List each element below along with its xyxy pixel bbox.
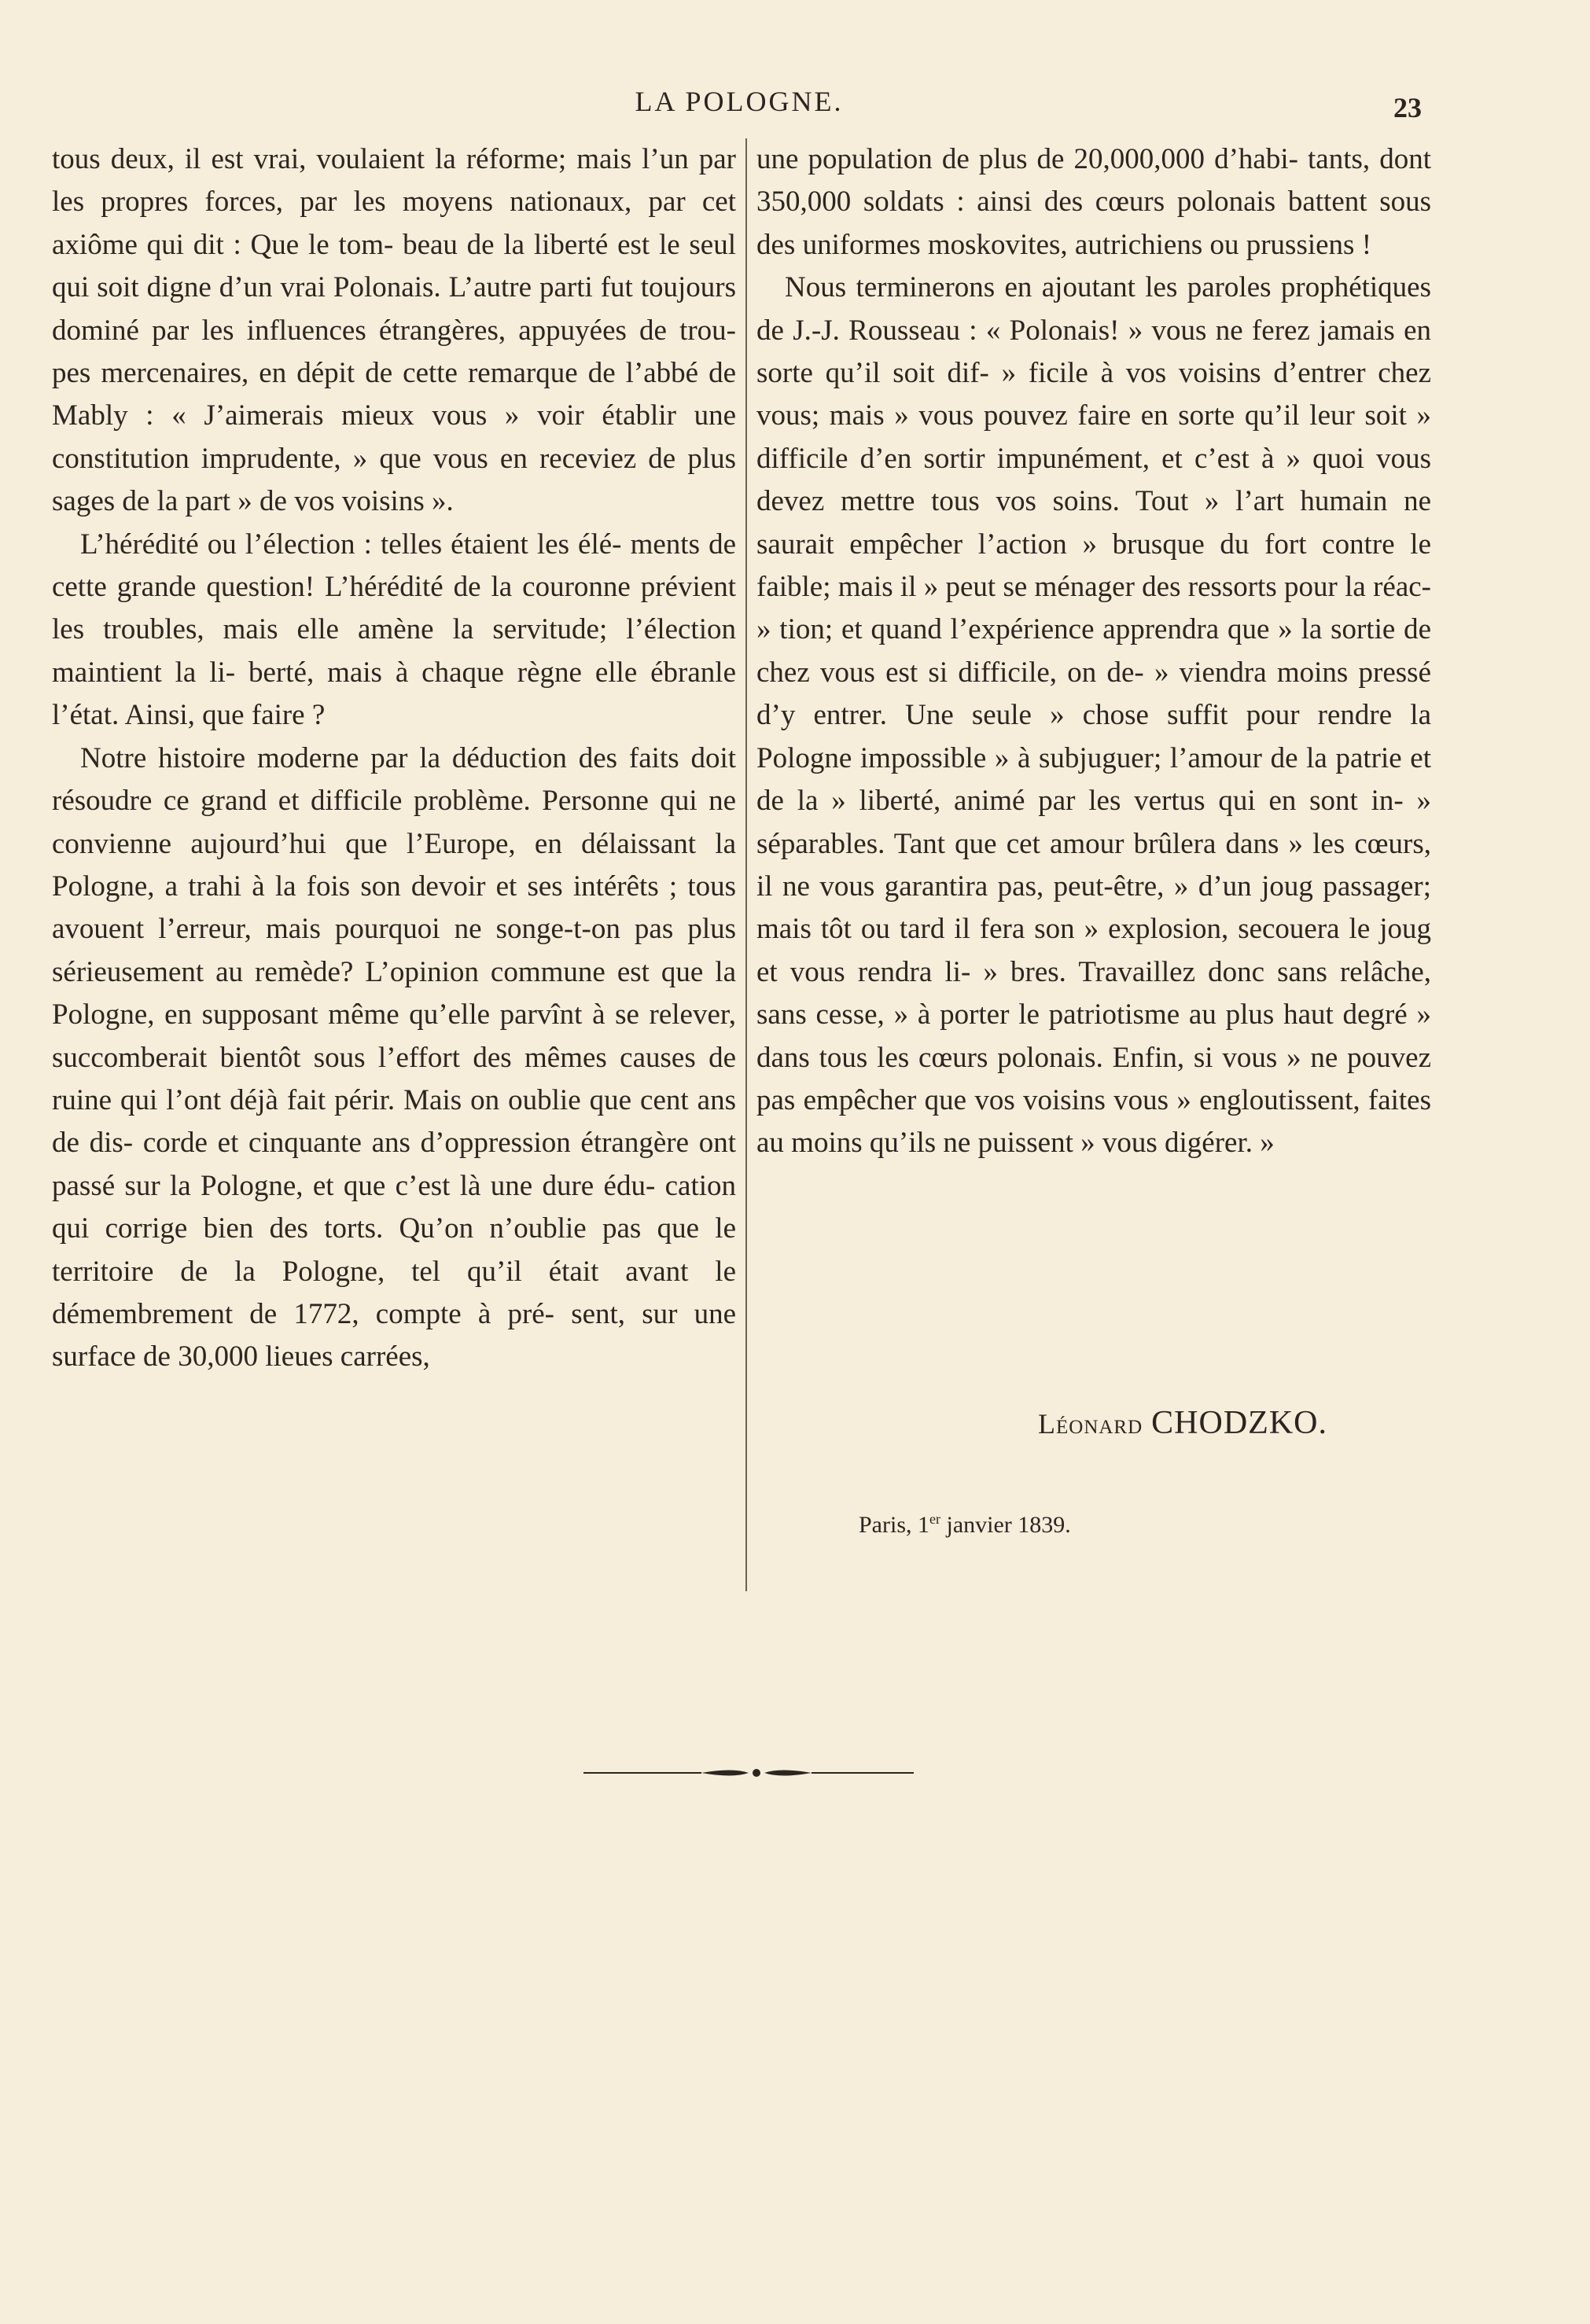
- text-line: nationaux, par cet axiôme qui dit : Que le tom-: [52, 186, 736, 261]
- left-column: [52, 138, 736, 1379]
- text-line: » l’art humain ne saurait empêcher l’action: [756, 485, 1432, 561]
- text-line: » à subjuguer; l’amour de la patrie et de la: [756, 741, 1432, 818]
- text-line: ments de cette grande question! L’hérédité de: [52, 528, 736, 604]
- text-line: » quoi vous devez mettre tous vos soins. Tout: [756, 442, 1432, 518]
- text-line: l’erreur, mais pourquoi ne songe-t-on pas plus: [158, 913, 736, 946]
- column-divider: [745, 138, 747, 1591]
- text-line: » viendra moins pressé d’y entrer. Une seule: [756, 656, 1431, 732]
- text-line: » que vous en receviez de plus sages de la part: [52, 442, 737, 518]
- text-line: » engloutissent, faites au moins qu’ils ne puissent: [756, 1083, 1432, 1160]
- text-line: faits doit résoudre ce grand et difficile problème.: [52, 741, 737, 818]
- text-line: parvînt à se relever, succomberait bientôt sous: [52, 998, 736, 1074]
- text-line: Ainsi, que faire ?: [124, 699, 326, 732]
- text-line: tous deux, il est vrai, voulaient la réforme;: [52, 143, 567, 175]
- text-line: berté, mais à chaque règne elle ébranle l’état.: [52, 656, 737, 732]
- left-paragraph-1: [52, 138, 736, 524]
- text-line: l’effort des mêmes causes de ruine qui l’ont déjà: [52, 1041, 736, 1116]
- text-line: sent, sur une surface de 30,000 lieues carrées,: [52, 1297, 737, 1373]
- text-line: » vous digérer. »: [1080, 1127, 1275, 1160]
- text-line: cation qui corrige bien des torts. Qu’on n’oublie: [52, 1169, 736, 1245]
- text-line: Nous terminerons en ajoutant les paroles: [785, 271, 1272, 304]
- text-line: fait périr. Mais on oublie que cent ans de dis-: [52, 1083, 736, 1160]
- text-line: vrai Polonais. L’autre parti fut toujours dominé: [52, 271, 737, 347]
- text-line: avant le démembrement de 1772, compte à pré-: [52, 1255, 737, 1330]
- text-line: » les cœurs, il ne vous garantira pas, peut-être,: [756, 827, 1432, 903]
- text-line: » bres. Travaillez donc sans relâche, sans cesse,: [756, 955, 1431, 1031]
- dateline-superscript: er: [929, 1511, 940, 1527]
- text-line: amène la servitude; l’élection maintient la li-: [52, 613, 736, 689]
- text-line: » difficile d’en sortir impunément, et c’est à: [756, 399, 1432, 475]
- author-first-name: Léonard: [1038, 1408, 1143, 1440]
- dateline-suffix: janvier 1839.: [940, 1512, 1071, 1538]
- text-line: tants, dont 350,000 soldats : ainsi des cœurs: [756, 143, 1432, 219]
- dateline: [859, 1511, 1331, 1539]
- text-line: » chose suffit pour rendre la Pologne impossible: [756, 699, 1432, 774]
- text-line: est que la Pologne, en supposant même qu’elle: [52, 955, 737, 1031]
- left-paragraph-2: [52, 524, 736, 737]
- text-line: » de vos voisins ».: [237, 485, 454, 518]
- text-line: passé sur la Pologne, et que c’est là une dure édu-: [52, 1169, 656, 1202]
- text-line: » séparables. Tant que cet amour brûlera dans: [756, 785, 1432, 860]
- right-column: [756, 138, 1431, 1165]
- text-line: par les influences étrangères, appuyées de trou-: [152, 314, 736, 347]
- author-signature: [1038, 1404, 1447, 1442]
- text-line: » dans tous les cœurs polonais. Enfin, si vous: [756, 998, 1431, 1074]
- right-paragraph-1: [756, 138, 1431, 267]
- text-line: pas que le territoire de la Pologne, tel qu’il était: [52, 1212, 737, 1288]
- text-line: l’Europe, en délaissant la Pologne, a trahi à: [52, 827, 736, 903]
- tailpiece-ornament-icon: [583, 1761, 914, 1785]
- text-line: Personne qui ne convienne aujourd’hui que: [52, 785, 736, 860]
- right-paragraph-2: [756, 267, 1431, 1165]
- text-line: pes mercenaires, en dépit de cette remarque: [52, 357, 578, 390]
- text-line: » ne pouvez pas empêcher que vos voisins vous: [756, 1041, 1431, 1116]
- left-paragraph-3: [52, 737, 736, 1379]
- text-line: la fois son devoir et ses intérêts ; tous avouent: [52, 870, 736, 946]
- dateline-prefix: Paris, 1: [859, 1512, 929, 1538]
- text-line: autrichiens ou prussiens !: [1074, 228, 1372, 261]
- running-title: LA POLOGNE.: [635, 86, 844, 117]
- text-line: » d’un joug passager; mais tôt ou tard il fera son: [756, 870, 1431, 946]
- text-line: » voir établir une constitution imprudente,: [52, 399, 737, 475]
- text-line: prophétiques de J.-J. Rousseau : « Polonais!: [756, 271, 1431, 347]
- text-line: la couronne prévient les troubles, mais elle: [52, 571, 737, 646]
- text-line: de l’abbé de Mably : « J’aimerais mieux vous: [52, 357, 736, 432]
- text-line: » vous pouvez faire en sorte qu’il leur soit: [894, 399, 1407, 432]
- text-line: mais l’un par les propres forces, par les moyens: [52, 143, 737, 219]
- text-line: polonais battent sous des uniformes moskovites,: [756, 186, 1431, 261]
- text-line: Notre histoire moderne par la déduction des: [80, 741, 618, 774]
- text-line: L’hérédité ou l’élection : telles étaient les élé-: [80, 528, 622, 561]
- text-line: » la sortie de chez vous est si difficile, on de-: [756, 613, 1432, 689]
- text-line: » à porter le patriotisme au plus haut degré: [893, 998, 1408, 1031]
- running-head: [0, 85, 1590, 124]
- text-line: » peut se ménager des ressorts pour la réac-: [923, 571, 1432, 604]
- text-line: » liberté, animé par les vertus qui en sont in-: [831, 785, 1404, 818]
- text-line: sérieusement au remède? L’opinion commune: [52, 955, 605, 988]
- text-line: » explosion, secouera le joug et vous rendra li-: [756, 913, 1431, 988]
- page-number: 23: [1393, 92, 1422, 123]
- text-line: » brusque du fort contre le faible; mais il: [756, 528, 1431, 604]
- text-line: beau de la liberté est le seul qui soit digne d’un: [52, 228, 737, 304]
- text-line: » tion; et quand l’expérience apprendra que: [756, 613, 1270, 646]
- text-line: » ficile à vos voisins d’entrer chez vous; mais: [756, 357, 1432, 432]
- text-line: » vous ne ferez jamais en sorte qu’il soit dif-: [756, 314, 1431, 390]
- text-line: corde et cinquante ans d’oppression étrangère ont: [142, 1127, 736, 1160]
- text-line: une population de plus de 20,000,000 d’habi-: [756, 143, 1298, 175]
- author-last-name: CHODZKO.: [1151, 1405, 1327, 1441]
